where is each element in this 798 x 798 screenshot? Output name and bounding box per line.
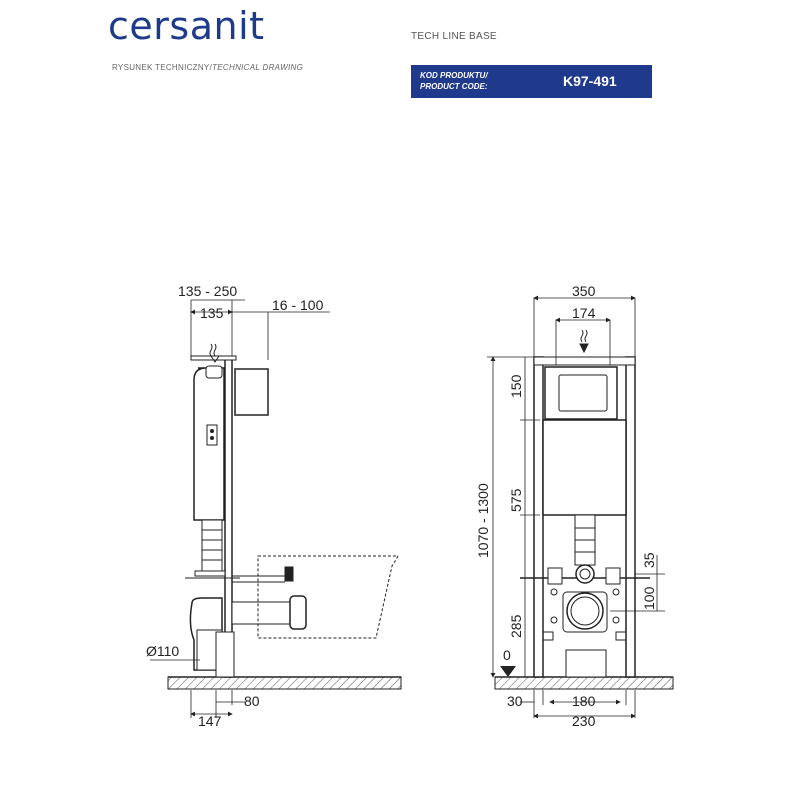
front-dim-zero: 0 [503, 647, 511, 663]
front-cistern [543, 420, 626, 515]
front-dim-30: 30 [507, 693, 523, 709]
subtitle-en: TECHNICAL DRAWING [212, 63, 304, 72]
side-dim-top-range: 135 - 250 [178, 283, 238, 299]
front-dim-height: 1070 - 1300 [475, 483, 491, 558]
front-dim-230: 230 [572, 713, 596, 729]
side-dim-pipe: Ø110 [146, 643, 180, 659]
side-dim-147: 147 [198, 713, 222, 729]
front-waste-outlet [567, 593, 603, 629]
subtitle-pl: RYSUNEK TECHNICZNY/ [112, 63, 213, 72]
front-dim-180: 180 [572, 693, 596, 709]
code-label-en: PRODUCT CODE: [420, 82, 488, 91]
brand-logo: cersanit [108, 4, 265, 48]
product-code-value: K97-491 [563, 73, 617, 89]
side-dim-80: 80 [244, 693, 260, 709]
front-frame-right [626, 357, 635, 677]
front-dim-100: 100 [641, 586, 657, 610]
front-frame-left [534, 357, 543, 677]
side-frame [225, 358, 232, 677]
zero-level-marker [500, 666, 516, 677]
front-dim-inner: 174 [572, 305, 596, 321]
side-floor [168, 677, 401, 689]
side-dim-16-100: 16 - 100 [272, 297, 324, 313]
front-dim-575: 575 [508, 488, 524, 512]
side-view [150, 300, 401, 718]
side-dim-top-135: 135 [200, 305, 224, 321]
front-dim-35: 35 [641, 552, 657, 568]
front-floor [495, 677, 673, 689]
side-flush-plate [235, 369, 268, 415]
front-dim-width: 350 [572, 283, 596, 299]
product-line: TECH LINE BASE [411, 31, 497, 42]
front-dim-150: 150 [508, 374, 524, 398]
side-toilet-bowl [258, 556, 398, 638]
front-dim-285: 285 [508, 614, 524, 638]
code-label-pl: KOD PRODUKTU/ [420, 71, 488, 80]
